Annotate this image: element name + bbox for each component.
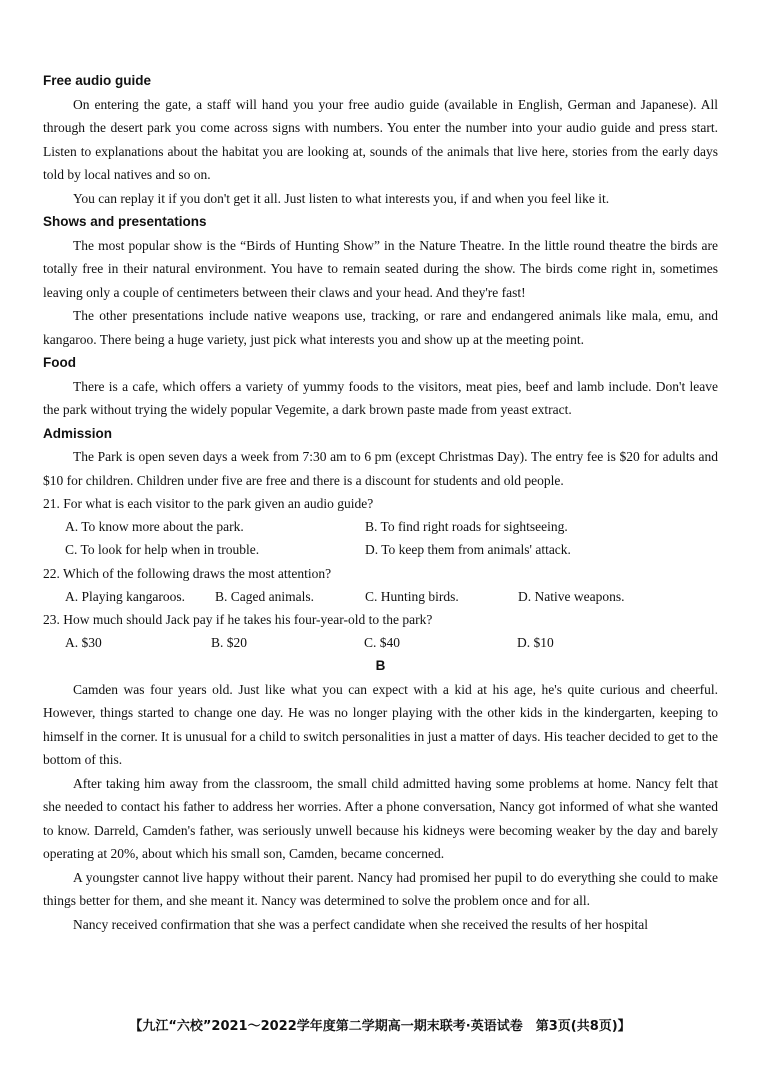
heading-shows: Shows and presentations xyxy=(43,214,207,229)
paragraph: You can replay it if you don't get it all. Just listen to what interests you, if and when you feel like it. xyxy=(73,190,610,206)
passage-b-letter: B xyxy=(375,658,386,674)
option-c: C. Hunting birds. xyxy=(365,588,459,604)
option-b: B. Caged animals. xyxy=(215,588,314,604)
option-d: D. To keep them from animals' attack. xyxy=(365,542,571,558)
page-footer: 【九江“六校”2021～2022学年度第二学期高一期末联考·英语试卷 第3页(共8页)】 xyxy=(129,1019,631,1034)
paragraph: The most popular show is the “Birds of Hunting Show” in the Nature Theatre. In the little round theatre the birds are totally free in their natural environment. You have to remain seated during the show. The birds come right in, sometimes leaving only a couple of centimeters between their claws and your head. And they're fast! xyxy=(43,237,718,300)
option-c: C. To look for help when in trouble. xyxy=(65,542,260,558)
option-a: A. Playing kangaroos. xyxy=(65,588,185,604)
heading-admission: Admission xyxy=(43,425,113,441)
option-d: D. Native weapons. xyxy=(518,588,625,604)
option-b: B. To find right roads for sightseeing. xyxy=(365,519,568,535)
paragraph: There is a cafe, which offers a variety of yummy foods to the visitors, meat pies, beef and lamb include. Don't leave the park without trying the widely popular Vegemite, a dark brown paste made from yeast extract. xyxy=(43,378,718,417)
heading-food: Food xyxy=(43,355,76,370)
option-a: A. To know more about the park. xyxy=(65,519,244,535)
question-23: 23. How much should Jack pay if he takes his four-year-old to the park? xyxy=(43,612,433,628)
option-b: B. $20 xyxy=(211,635,248,651)
option-d: D. $10 xyxy=(517,635,554,651)
option-c: C. $40 xyxy=(364,635,401,651)
paragraph: The other presentations include native weapons use, tracking, or rare and endangered animals like mala, emu, and kangaroo. There being a huge variety, just pick what interests you and show up at the meeting point. xyxy=(43,308,718,347)
heading-audio-guide: Free audio guide xyxy=(43,73,152,88)
question-22-options xyxy=(43,585,718,608)
option-a: A. $30 xyxy=(65,635,102,651)
paragraph: Camden was four years old. Just like what you can expect with a kid at his age, he's quite curious and cheerful. However, things started to change one day. He was no longer playing with the other kids in the kindergarten, keeping to himself in the corner. It is unusual for a child to switch personalities in just a matter of days. His teacher decided to get to the bottom of this. xyxy=(43,681,718,768)
question-21-options xyxy=(43,515,718,538)
paragraph: Nancy received confirmation that she was a perfect candidate when she received the results of her hospital xyxy=(73,916,649,932)
paragraph: On entering the gate, a staff will hand you your free audio guide (available in English, German and Japanese). All through the desert park you come across signs with numbers. You enter the number into your audio guide and press start. Listen to explanations about the habitat you are looking at, sounds of the animals that live here, stories from the early days told by local natives and so on. xyxy=(43,96,718,182)
question-23-options xyxy=(43,631,718,654)
paragraph: A youngster cannot live happy without their parent. Nancy had promised her pupil to do everything she could to make things better for them, and she meant it. Nancy was determined to solve the problem once and for all. xyxy=(43,869,718,909)
question-22: 22. Which of the following draws the most attention? xyxy=(43,565,332,581)
paragraph: After taking him away from the classroom, the small child admitted having some problems at home. Nancy felt that she needed to contact his father to address her worries. After a phone conversation, Nancy got informed of what she wanted to know. Darreld, Camden's father, was seriously unwell because his kidneys were becoming weaker by the day and barely operating at 20%, about which his small son, Camden, became concerned. xyxy=(43,775,718,862)
question-21: 21. For what is each visitor to the park given an audio guide? xyxy=(43,496,374,511)
paragraph: The Park is open seven days a week from 7:30 am to 6 pm (except Christmas Day). The entry fee is $20 for adults and $10 for children. Children under five are free and there is a discount for students and old people. xyxy=(43,449,718,488)
question-21-options xyxy=(43,538,718,561)
